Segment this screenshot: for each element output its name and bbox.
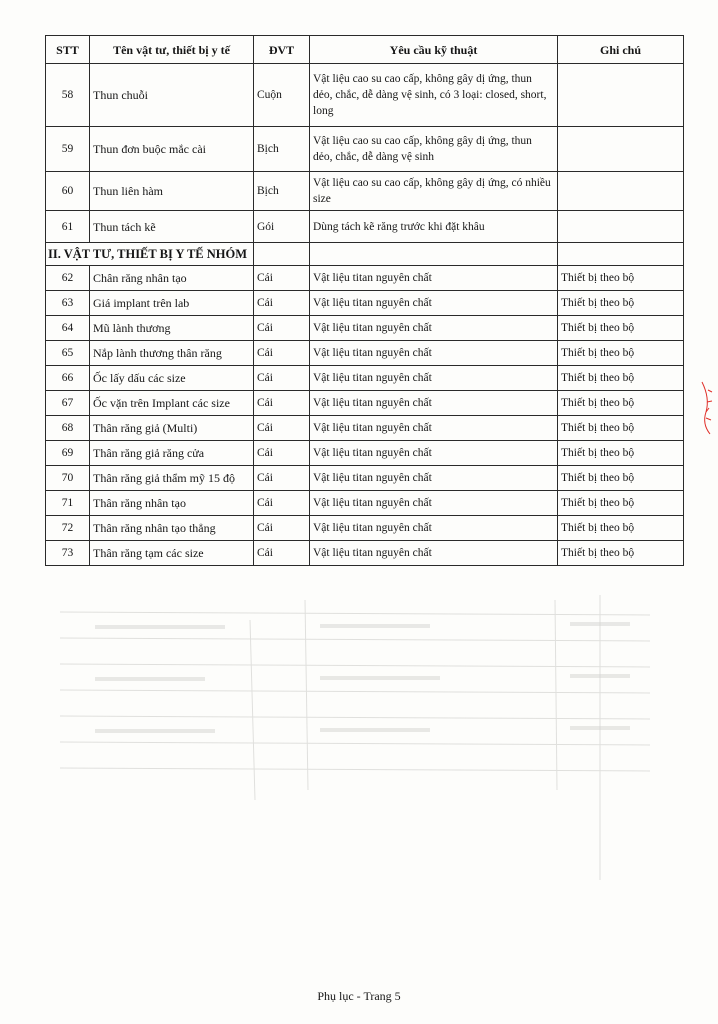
cell-note: [558, 172, 684, 211]
cell-name: Thun chuỗi: [90, 64, 254, 127]
cell-spec: Vật liệu titan nguyên chất: [310, 491, 558, 516]
cell-name: Nắp lành thương thân răng: [90, 341, 254, 366]
table-row: [46, 316, 684, 341]
cell-note: Thiết bị theo bộ: [558, 366, 684, 391]
cell-name: Giá implant trên lab: [90, 291, 254, 316]
equipment-table: [45, 35, 684, 566]
cell-unit: Cái: [254, 341, 310, 366]
red-stamp-fragment-icon: [700, 378, 718, 438]
cell-stt: 60: [46, 172, 90, 211]
cell-spec: Dùng tách kẽ răng trước khi đặt khâu: [310, 211, 558, 243]
cell-unit: Cái: [254, 291, 310, 316]
table-row: [46, 211, 684, 243]
cell-spec: Vật liệu titan nguyên chất: [310, 416, 558, 441]
cell-stt: 66: [46, 366, 90, 391]
table-row: [46, 172, 684, 211]
cell-unit: Bịch: [254, 127, 310, 172]
table-row: [46, 416, 684, 441]
cell-note: Thiết bị theo bộ: [558, 491, 684, 516]
cell-note: Thiết bị theo bộ: [558, 441, 684, 466]
cell-note: Thiết bị theo bộ: [558, 316, 684, 341]
table-row: [46, 291, 684, 316]
cell-note: Thiết bị theo bộ: [558, 341, 684, 366]
cell-note: [558, 211, 684, 243]
cell-spec: Vật liệu titan nguyên chất: [310, 516, 558, 541]
table-row: [46, 266, 684, 291]
header-spec: Yêu cầu kỹ thuật: [310, 36, 558, 64]
table-row: [46, 441, 684, 466]
section-empty-cell: [254, 243, 310, 266]
cell-stt: 61: [46, 211, 90, 243]
cell-note: Thiết bị theo bộ: [558, 541, 684, 566]
cell-note: Thiết bị theo bộ: [558, 291, 684, 316]
cell-note: Thiết bị theo bộ: [558, 391, 684, 416]
cell-spec: Vật liệu cao su cao cấp, không gây dị ứng, thun dẻo, chắc, dễ dàng vệ sinh, có 3 loại: closed, short, long: [310, 64, 558, 127]
cell-note: Thiết bị theo bộ: [558, 416, 684, 441]
cell-spec: Vật liệu titan nguyên chất: [310, 391, 558, 416]
cell-spec: Vật liệu cao su cao cấp, không gây dị ứng, có nhiều size: [310, 172, 558, 211]
cell-stt: 64: [46, 316, 90, 341]
cell-stt: 67: [46, 391, 90, 416]
cell-stt: 62: [46, 266, 90, 291]
cell-spec: Vật liệu titan nguyên chất: [310, 541, 558, 566]
table-row: [46, 491, 684, 516]
header-note: Ghi chú: [558, 36, 684, 64]
cell-note: Thiết bị theo bộ: [558, 266, 684, 291]
cell-name: Thân răng nhân tạo: [90, 491, 254, 516]
cell-unit: Cái: [254, 491, 310, 516]
cell-note: [558, 127, 684, 172]
cell-name: Thân răng giả thẩm mỹ 15 độ: [90, 466, 254, 491]
cell-name: Chân răng nhân tạo: [90, 266, 254, 291]
section-title: II. VẬT TƯ, THIẾT BỊ Y TẾ NHÓM: [46, 243, 254, 266]
cell-spec: Vật liệu titan nguyên chất: [310, 366, 558, 391]
table-row: [46, 466, 684, 491]
cell-name: Ốc vặn trên Implant các size: [90, 391, 254, 416]
cell-unit: Cái: [254, 316, 310, 341]
table-header-row: [46, 36, 684, 64]
table-row: [46, 64, 684, 127]
cell-stt: 70: [46, 466, 90, 491]
cell-spec: Vật liệu titan nguyên chất: [310, 341, 558, 366]
cell-stt: 73: [46, 541, 90, 566]
cell-name: Ốc lấy dấu các size: [90, 366, 254, 391]
table-row: [46, 127, 684, 172]
cell-spec: Vật liệu cao su cao cấp, không gây dị ứng, thun dẻo, chắc, dễ dàng vệ sinh: [310, 127, 558, 172]
cell-name: Mũ lành thương: [90, 316, 254, 341]
cell-unit: Bịch: [254, 172, 310, 211]
cell-stt: 65: [46, 341, 90, 366]
cell-stt: 71: [46, 491, 90, 516]
cell-unit: Cái: [254, 266, 310, 291]
cell-unit: Cái: [254, 366, 310, 391]
cell-unit: Gói: [254, 211, 310, 243]
cell-unit: Cuộn: [254, 64, 310, 127]
cell-note: Thiết bị theo bộ: [558, 516, 684, 541]
cell-name: Thun tách kẽ: [90, 211, 254, 243]
section-row: [46, 243, 684, 266]
cell-spec: Vật liệu titan nguyên chất: [310, 316, 558, 341]
header-name: Tên vật tư, thiết bị y tế: [90, 36, 254, 64]
group-rows: [46, 266, 684, 566]
cell-name: Thun đơn buộc mắc cài: [90, 127, 254, 172]
section-empty-cell: [310, 243, 558, 266]
section-empty-cell: [558, 243, 684, 266]
cell-stt: 58: [46, 64, 90, 127]
cell-spec: Vật liệu titan nguyên chất: [310, 466, 558, 491]
cell-stt: 63: [46, 291, 90, 316]
cell-spec: Vật liệu titan nguyên chất: [310, 266, 558, 291]
cell-name: Thân răng tạm các size: [90, 541, 254, 566]
header-stt: STT: [46, 36, 90, 64]
cell-note: Thiết bị theo bộ: [558, 466, 684, 491]
cell-stt: 68: [46, 416, 90, 441]
table-row: [46, 341, 684, 366]
cell-unit: Cái: [254, 391, 310, 416]
cell-unit: Cái: [254, 466, 310, 491]
cell-spec: Vật liệu titan nguyên chất: [310, 441, 558, 466]
cell-stt: 69: [46, 441, 90, 466]
table-row: [46, 541, 684, 566]
cell-unit: Cái: [254, 416, 310, 441]
table-row: [46, 391, 684, 416]
cell-stt: 59: [46, 127, 90, 172]
cell-note: [558, 64, 684, 127]
cell-unit: Cái: [254, 541, 310, 566]
cell-unit: Cái: [254, 441, 310, 466]
cell-name: Thân răng giả (Multi): [90, 416, 254, 441]
cell-name: Thân răng nhân tạo thẳng: [90, 516, 254, 541]
cell-name: Thun liên hàm: [90, 172, 254, 211]
cell-unit: Cái: [254, 516, 310, 541]
page-footer: Phụ lục - Trang 5: [317, 989, 401, 1003]
table-row: [46, 516, 684, 541]
cell-spec: Vật liệu titan nguyên chất: [310, 291, 558, 316]
header-unit: ĐVT: [254, 36, 310, 64]
cell-name: Thân răng giả răng cửa: [90, 441, 254, 466]
table-row: [46, 366, 684, 391]
cell-stt: 72: [46, 516, 90, 541]
